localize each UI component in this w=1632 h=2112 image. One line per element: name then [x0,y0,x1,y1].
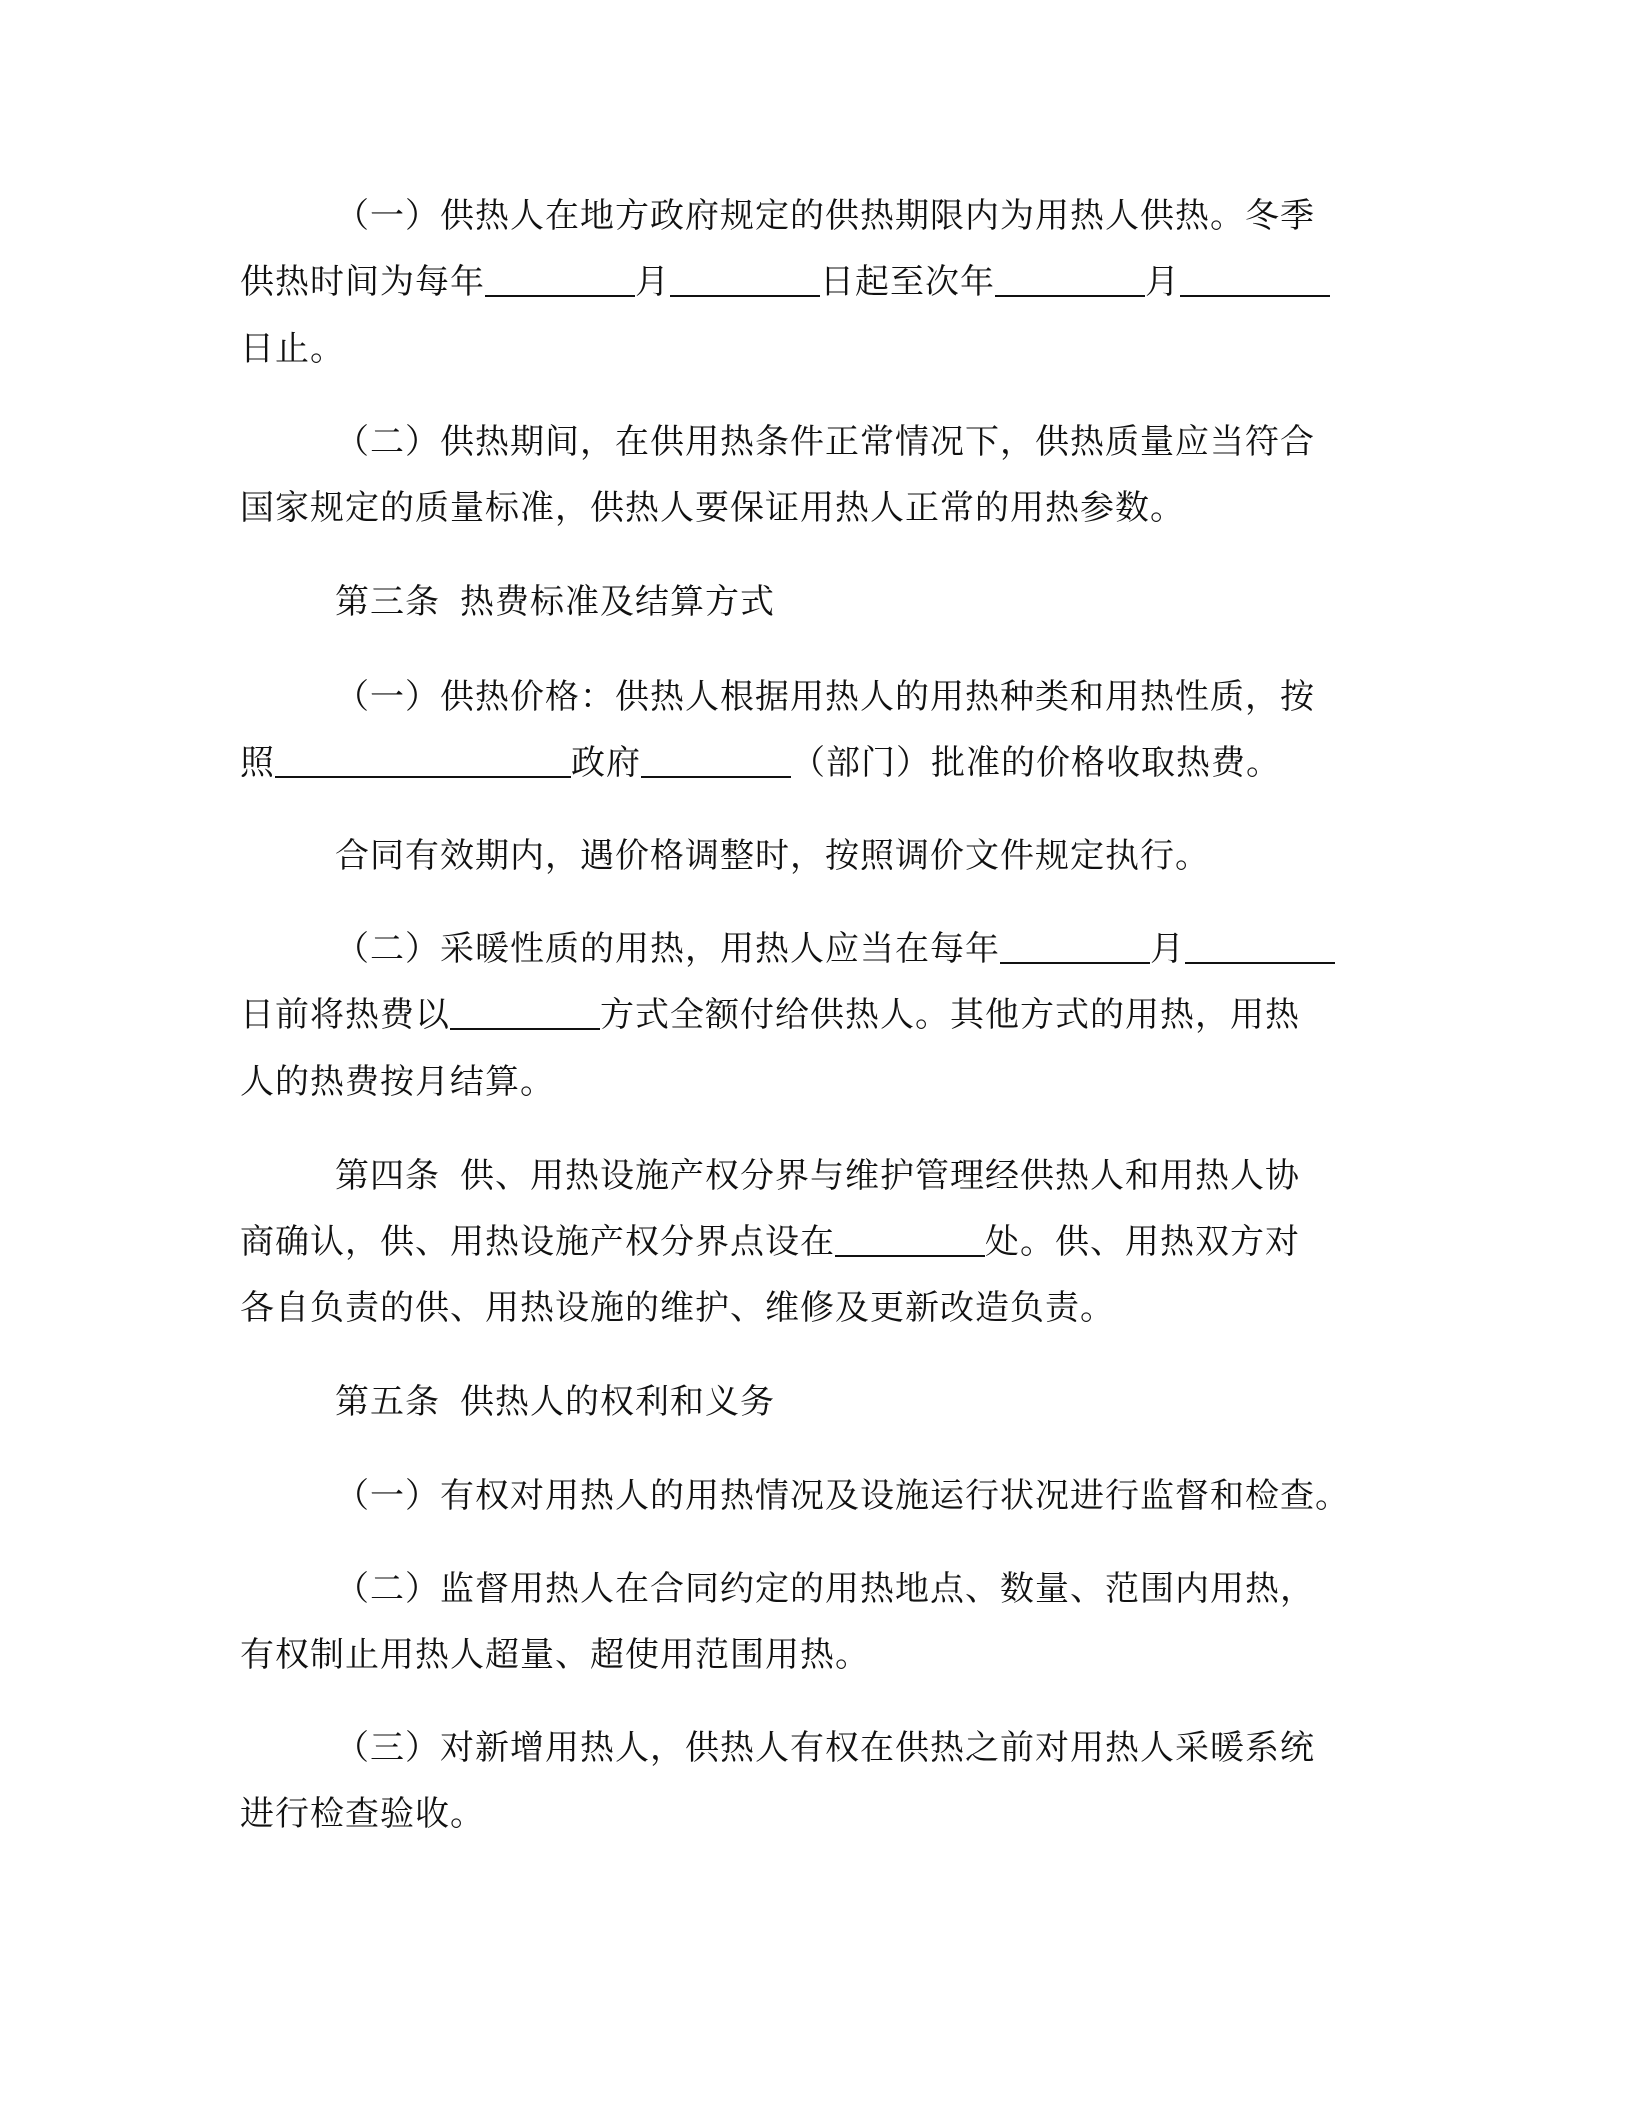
paragraph-3-line-2 [240,739,1400,787]
text: 照 [240,743,275,783]
paragraph-1-line-2 [240,258,1400,306]
paragraph-2-line-2 [240,484,1400,532]
article-number: 第三条 [335,582,440,622]
article-4-line-1 [335,1152,1495,1200]
text: （一）有权对用热人的用热情况及设施运行状况进行监督和检查。 [335,1476,1350,1516]
text: 供、用热设施产权分界与维护管理经供热人和用热人协 [460,1156,1300,1196]
article-title: 供热人的权利和义务 [460,1382,775,1422]
paragraph-6 [335,1472,1495,1520]
article-number: 第四条 [335,1156,440,1196]
paragraph-5-line-1 [335,925,1495,973]
paragraph-1-line-3 [240,325,1400,373]
paragraph-3-line-1 [335,673,1495,721]
article-5-heading [335,1378,1495,1426]
text: 合同有效期内，遇价格调整时，按照调价文件规定执行。 [335,836,1210,876]
text: 日起至次年 [820,262,995,302]
paragraph-7-line-2 [240,1631,1400,1679]
text: （一）供热人在地方政府规定的供热期限内为用热人供热。冬季 [335,196,1315,236]
article-title: 热费标准及结算方式 [460,582,775,622]
paragraph-5-line-2 [240,991,1400,1039]
paragraph-7-line-1 [335,1565,1495,1613]
blank-field [1185,928,1335,964]
blank-field [450,994,600,1030]
blank-field [1180,261,1330,297]
blank-field [835,1221,985,1257]
paragraph-8-line-1 [335,1724,1495,1772]
paragraph-5-line-3 [240,1058,1400,1106]
blank-field [275,742,571,778]
text: 国家规定的质量标准，供热人要保证用热人正常的用热参数。 [240,488,1185,528]
text: 进行检查验收。 [240,1794,485,1834]
paragraph-2-line-1 [335,418,1495,466]
paragraph-8-line-2 [240,1790,1400,1838]
blank-field [1000,928,1150,964]
text: 供热时间为每年 [240,262,485,302]
article-4-line-3 [240,1284,1400,1332]
text: 日止。 [240,329,345,369]
blank-field [995,261,1145,297]
text: 各自负责的供、用热设施的维护、维修及更新改造负责。 [240,1288,1115,1328]
text: （二）采暖性质的用热，用热人应当在每年 [335,929,1000,969]
blank-field [485,261,635,297]
article-number: 第五条 [335,1382,440,1422]
paragraph-4 [335,832,1495,880]
blank-field [641,742,791,778]
text: 日前将热费以 [240,995,450,1035]
text: 月 [1145,262,1180,302]
text: 政府 [571,743,641,783]
blank-field [670,261,820,297]
article-3-heading [335,578,1495,626]
text: 处。供、用热双方对 [985,1222,1300,1262]
text: （部门）批准的价格收取热费。 [791,743,1281,783]
paragraph-1-line-1 [335,192,1495,240]
article-4-line-2 [240,1218,1400,1266]
text: 方式全额付给供热人。其他方式的用热，用热 [600,995,1300,1035]
text: （二）监督用热人在合同约定的用热地点、数量、范围内用热， [335,1569,1315,1609]
text: 月 [1150,929,1185,969]
text: 月 [635,262,670,302]
text: 商确认，供、用热设施产权分界点设在 [240,1222,835,1262]
text: 人的热费按月结算。 [240,1062,555,1102]
text: （一）供热价格：供热人根据用热人的用热种类和用热性质，按 [335,677,1315,717]
text: （三）对新增用热人，供热人有权在供热之前对用热人采暖系统 [335,1728,1315,1768]
text: （二）供热期间，在供用热条件正常情况下，供热质量应当符合 [335,422,1315,462]
text: 有权制止用热人超量、超使用范围用热。 [240,1635,870,1675]
